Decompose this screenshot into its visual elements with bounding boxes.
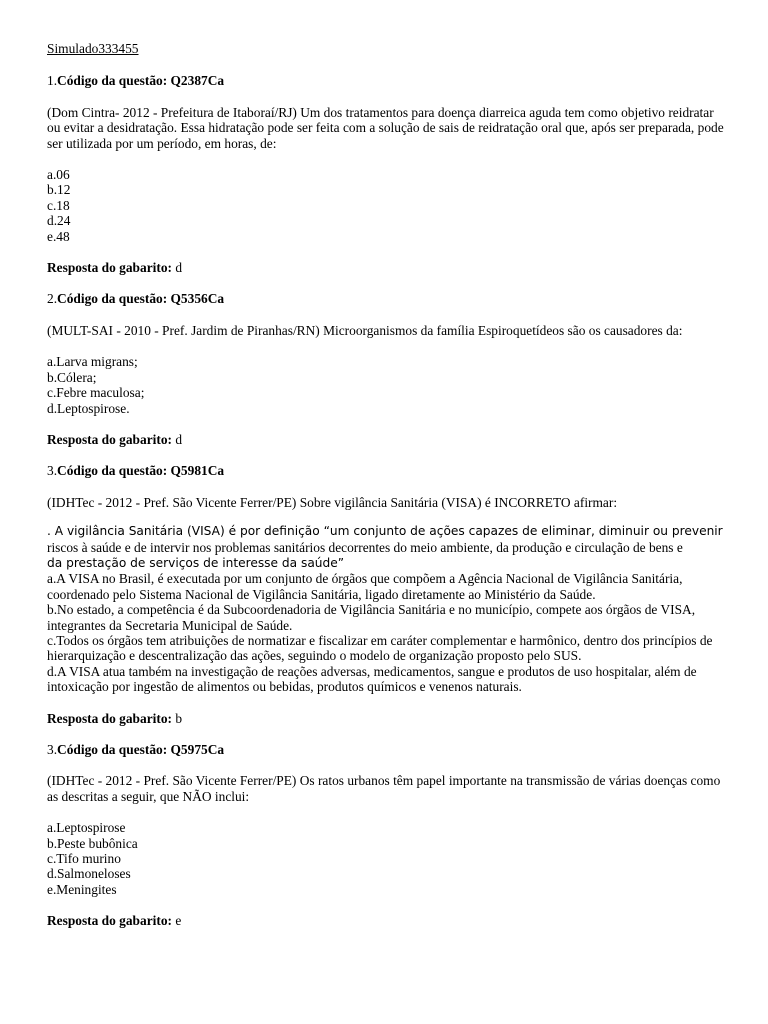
question-1 [47, 73, 728, 275]
option: a.06 [47, 167, 70, 183]
option: d.Leptospirose. [47, 400, 130, 416]
option-list [47, 571, 728, 694]
answer-value: e [175, 913, 182, 929]
option: d.A VISA atua também na investigação de reações adversas, medicamentos, sangue e produtos de uso hospitalar, além de intoxicação por ingestão de alimentos ou bebidas, produtos químicos e venenos naturais. [47, 663, 697, 695]
quoted-definition [47, 524, 728, 571]
question-number: 3. [47, 463, 58, 479]
answer-value: d [175, 431, 183, 447]
quote-line: da prestação de serviços de interesse da saúde” [47, 555, 345, 570]
answer-label: Resposta do gabarito: [47, 913, 172, 929]
question-number: 3. [47, 742, 58, 757]
question-stem: (MULT-SAI - 2010 - Pref. Jardim de Piranhas/RN) Microorganismos da família Espiroquetídeos são os causadores da: [47, 322, 683, 338]
answer-label: Resposta do gabarito: [47, 260, 172, 276]
question-stem: (IDHTec - 2012 - Pref. São Vicente Ferrer/PE) Sobre vigilância Sanitária (VISA) é INCORRETO afirmar: [47, 494, 618, 510]
answer-key [47, 260, 728, 275]
answer-key [47, 432, 728, 447]
answer-key [47, 711, 728, 726]
question-code: Código da questão: Q5981Ca [57, 463, 225, 479]
answer-value: d [175, 260, 183, 276]
question-stem: (Dom Cintra- 2012 - Prefeitura de Itaboraí/RJ) Um dos tratamentos para doença diarreica aguda tem como objetivo reidratar ou evitar a desidratação. Essa hidratação pode ser feita com a solução de sais de reidratação oral que, após ser preparada, pode ser utilizada por um período, em horas, de: [47, 104, 724, 151]
option-list [47, 820, 728, 897]
question-3 [47, 463, 728, 726]
question-4 [47, 742, 728, 929]
answer-key [47, 913, 728, 928]
option: b.Peste bubônica [47, 835, 138, 851]
question-code: Código da questão: Q5975Ca [57, 742, 225, 757]
option: b.No estado, a competência é da Subcoordenadoria de Vigilância Sanitária e no município, compete aos órgãos de VISA, integrantes da Secretaria Municipal de Saúde. [47, 602, 696, 633]
answer-label: Resposta do gabarito: [47, 710, 172, 726]
option: a.A VISA no Brasil, é executada por um conjunto de órgãos que compõem a Agência Nacional de Vigilância Sanitária, coordenado pelo Sistema Nacional de Vigilância Sanitária, ligado diretamente ao Ministério da Saúde. [47, 571, 683, 602]
option: e.48 [47, 228, 70, 244]
option: d.Salmoneloses [47, 866, 131, 882]
option: c.Todos os órgãos tem atribuições de normatizar e fiscalizar em caráter complementar e harmônico, dentro dos princípios de hierarquização e descentralização das ações, seguindo o modelo de organização proposto pelo SUS. [47, 632, 713, 664]
option: d.24 [47, 213, 71, 229]
option-list [47, 354, 728, 416]
question-number: 2. [47, 291, 58, 307]
option: b.Cólera; [47, 369, 97, 385]
option: c.18 [47, 197, 70, 213]
quote-line: . A vigilância Sanitária (VISA) é por definição “um conjunto de ações capazes de eliminar, diminuir ou prevenir [47, 524, 723, 539]
option: b.12 [47, 182, 71, 198]
option: c.Tifo murino [47, 851, 121, 867]
option: e.Meningites [47, 881, 117, 897]
question-header [47, 291, 728, 306]
answer-label: Resposta do gabarito: [47, 431, 172, 447]
question-number: 1. [47, 73, 58, 89]
option: a.Larva migrans; [47, 354, 138, 370]
question-stem: (IDHTec - 2012 - Pref. São Vicente Ferrer/PE) Os ratos urbanos têm papel importante na transmissão de várias doenças como as descritas a seguir, que NÃO inclui: [47, 773, 721, 804]
question-header [47, 73, 728, 88]
option: c.Febre maculosa; [47, 385, 145, 401]
question-code: Código da questão: Q2387Ca [57, 73, 225, 89]
option: a.Leptospirose [47, 820, 126, 836]
answer-value: b [175, 710, 183, 726]
question-2 [47, 291, 728, 447]
option-list [47, 167, 728, 244]
question-header [47, 742, 728, 757]
question-header [47, 463, 728, 478]
question-code: Código da questão: Q5356Ca [57, 291, 225, 307]
document-title: Simulado333455 [47, 41, 139, 56]
quote-line: riscos à saúde e de intervir nos problemas sanitários decorrentes do meio ambiente, da produção e circulação de bens e [47, 539, 683, 555]
